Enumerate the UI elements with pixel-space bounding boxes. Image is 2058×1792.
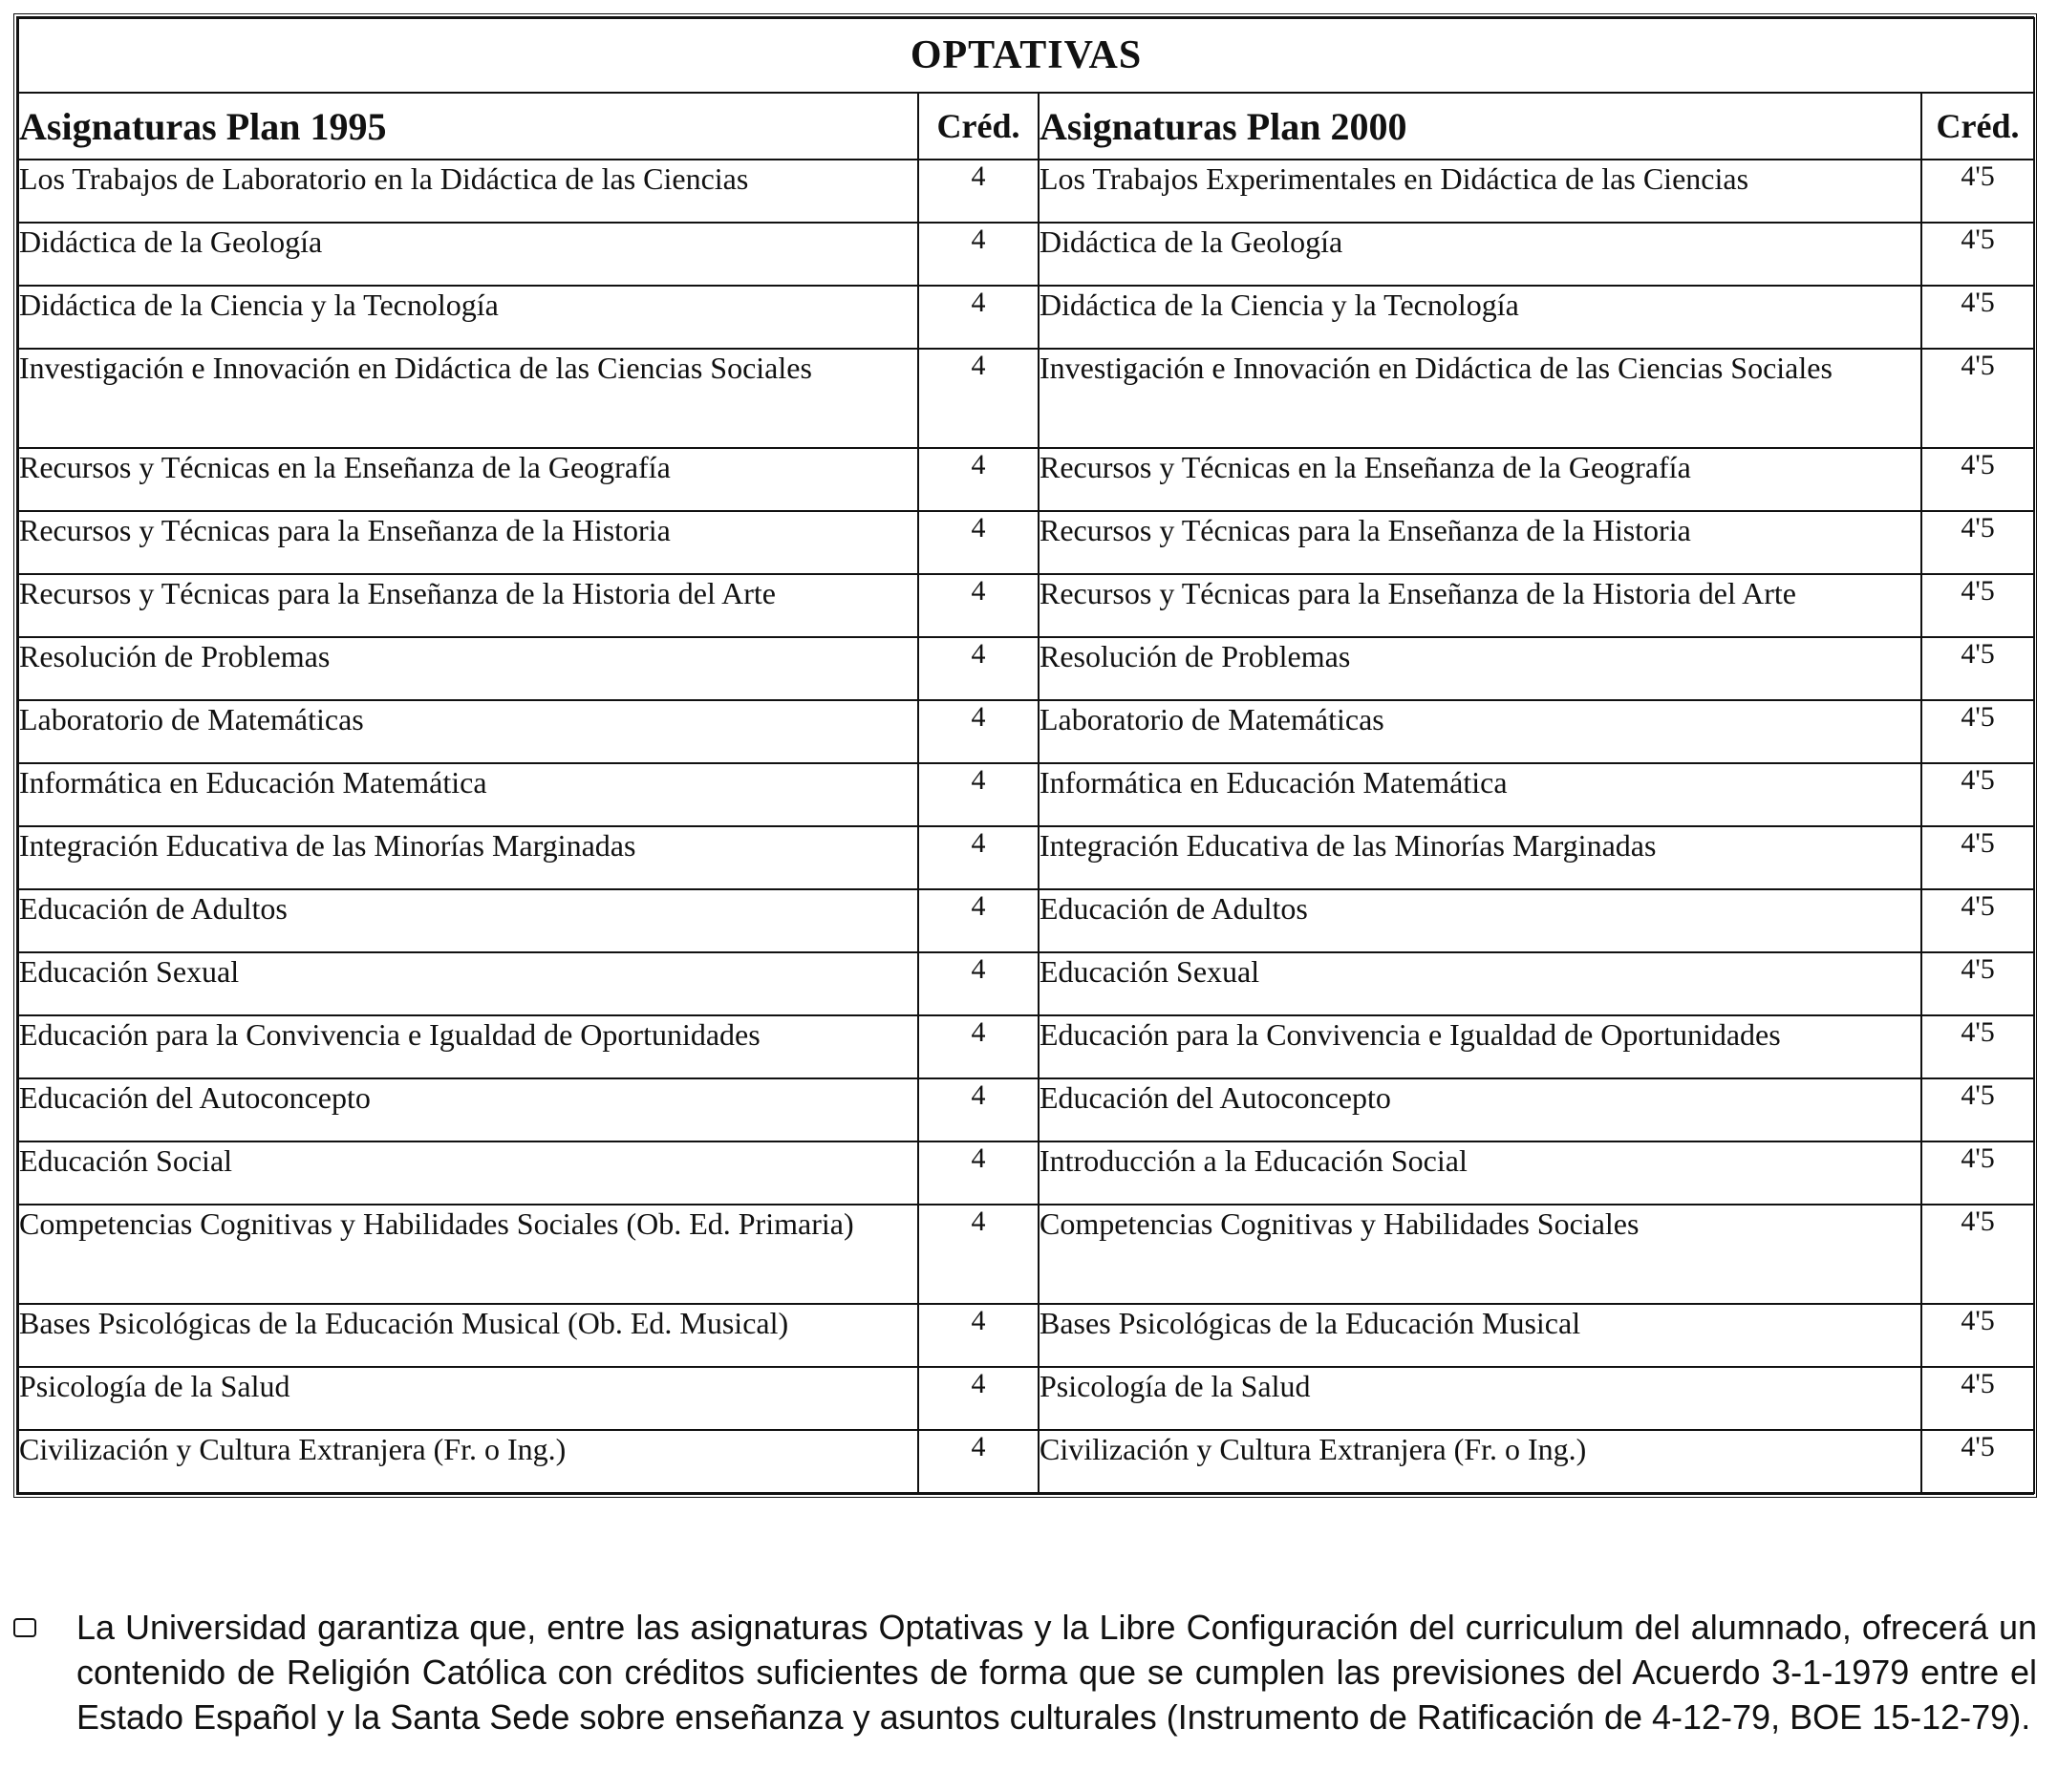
credits-2000: 4'5: [1921, 160, 2034, 223]
table-row: [18, 511, 2034, 574]
credits-1995: 4: [918, 700, 1039, 763]
subject-2000: Educación para la Convivencia e Igualdad de Oportunidades: [1039, 1015, 1921, 1078]
credits-1995: 4: [918, 1015, 1039, 1078]
table-body: [18, 160, 2034, 1493]
subject-1995: Investigación e Innovación en Didáctica de las Ciencias Sociales: [18, 349, 918, 448]
table-row: [18, 160, 2034, 223]
subject-1995: Psicología de la Salud: [18, 1367, 918, 1430]
table-title: OPTATIVAS: [18, 18, 2034, 93]
credits-2000: 4'5: [1921, 1141, 2034, 1205]
subject-1995: Civilización y Cultura Extranjera (Fr. o Ing.): [18, 1430, 918, 1493]
subject-2000: Integración Educativa de las Minorías Marginadas: [1039, 826, 1921, 889]
table-row: [18, 1367, 2034, 1430]
optativas-table-frame: [13, 13, 2037, 1498]
credits-2000: 4'5: [1921, 448, 2034, 511]
header-credits-1995: Créd.: [918, 93, 1039, 160]
credits-2000: 4'5: [1921, 1304, 2034, 1367]
table-row: [18, 574, 2034, 637]
table-row: [18, 1205, 2034, 1304]
subject-2000: Psicología de la Salud: [1039, 1367, 1921, 1430]
credits-1995: 4: [918, 826, 1039, 889]
credits-1995: 4: [918, 223, 1039, 286]
credits-2000: 4'5: [1921, 1367, 2034, 1430]
subject-1995: Los Trabajos de Laboratorio en la Didáctica de las Ciencias: [18, 160, 918, 223]
subject-2000: Los Trabajos Experimentales en Didáctica de las Ciencias: [1039, 160, 1921, 223]
table-row: [18, 1078, 2034, 1141]
subject-1995: Educación de Adultos: [18, 889, 918, 952]
credits-1995: 4: [918, 1367, 1039, 1430]
subject-1995: Educación Social: [18, 1141, 918, 1205]
subject-2000: Laboratorio de Matemáticas: [1039, 700, 1921, 763]
credits-1995: 4: [918, 1304, 1039, 1367]
credits-1995: 4: [918, 1141, 1039, 1205]
subject-2000: Resolución de Problemas: [1039, 637, 1921, 700]
optativas-table: [17, 17, 2035, 1494]
header-credits-2000: Créd.: [1921, 93, 2034, 160]
credits-1995: 4: [918, 511, 1039, 574]
note-text: La Universidad garantiza que, entre las asignaturas Optativas y la Libre Configuración del curriculum del alumnado, ofrecerá un contenido de Religión Católica con créditos suficientes de forma que se cumplen las previsiones del Acuerdo 3-1-1979 entre el Estado Español y la Santa Sede sobre enseñanza y asuntos culturales (Instrumento de Ratificación de 4-12-79, BOE 15-12-79).: [76, 1608, 2037, 1737]
subject-1995: Didáctica de la Ciencia y la Tecnología: [18, 286, 918, 349]
subject-2000: Recursos y Técnicas en la Enseñanza de la Geografía: [1039, 448, 1921, 511]
subject-1995: Competencias Cognitivas y Habilidades Sociales (Ob. Ed. Primaria): [18, 1205, 918, 1304]
credits-1995: 4: [918, 160, 1039, 223]
credits-2000: 4'5: [1921, 763, 2034, 826]
subject-1995: Educación Sexual: [18, 952, 918, 1015]
table-row: [18, 826, 2034, 889]
table-row: [18, 1430, 2034, 1493]
subject-1995: Integración Educativa de las Minorías Marginadas: [18, 826, 918, 889]
credits-2000: 4'5: [1921, 349, 2034, 448]
subject-1995: Educación del Autoconcepto: [18, 1078, 918, 1141]
header-plan-2000: Asignaturas Plan 2000: [1039, 93, 1921, 160]
subject-2000: Educación del Autoconcepto: [1039, 1078, 1921, 1141]
credits-2000: 4'5: [1921, 286, 2034, 349]
credits-1995: 4: [918, 1205, 1039, 1304]
credits-1995: 4: [918, 763, 1039, 826]
credits-2000: 4'5: [1921, 223, 2034, 286]
credits-1995: 4: [918, 448, 1039, 511]
table-row: [18, 448, 2034, 511]
table-row: [18, 763, 2034, 826]
subject-2000: Educación Sexual: [1039, 952, 1921, 1015]
subject-2000: Recursos y Técnicas para la Enseñanza de la Historia: [1039, 511, 1921, 574]
subject-1995: Didáctica de la Geología: [18, 223, 918, 286]
credits-1995: 4: [918, 889, 1039, 952]
table-row: [18, 286, 2034, 349]
subject-1995: Educación para la Convivencia e Igualdad de Oportunidades: [18, 1015, 918, 1078]
header-plan-1995: Asignaturas Plan 1995: [18, 93, 918, 160]
table-row: [18, 637, 2034, 700]
credits-1995: 4: [918, 286, 1039, 349]
subject-1995: Recursos y Técnicas para la Enseñanza de la Historia: [18, 511, 918, 574]
subject-2000: Informática en Educación Matemática: [1039, 763, 1921, 826]
table-row: [18, 223, 2034, 286]
subject-1995: Recursos y Técnicas en la Enseñanza de la Geografía: [18, 448, 918, 511]
subject-2000: Didáctica de la Ciencia y la Tecnología: [1039, 286, 1921, 349]
checkbox-bullet-icon: [13, 1618, 36, 1637]
subject-1995: Informática en Educación Matemática: [18, 763, 918, 826]
credits-1995: 4: [918, 952, 1039, 1015]
subject-1995: Resolución de Problemas: [18, 637, 918, 700]
credits-2000: 4'5: [1921, 952, 2034, 1015]
credits-2000: 4'5: [1921, 826, 2034, 889]
subject-2000: Educación de Adultos: [1039, 889, 1921, 952]
table-row: [18, 700, 2034, 763]
credits-2000: 4'5: [1921, 889, 2034, 952]
credits-1995: 4: [918, 637, 1039, 700]
subject-2000: Bases Psicológicas de la Educación Musical: [1039, 1304, 1921, 1367]
credits-1995: 4: [918, 1430, 1039, 1493]
credits-2000: 4'5: [1921, 574, 2034, 637]
credits-2000: 4'5: [1921, 1015, 2034, 1078]
table-row: [18, 1015, 2034, 1078]
credits-2000: 4'5: [1921, 1205, 2034, 1304]
credits-1995: 4: [918, 574, 1039, 637]
subject-2000: Investigación e Innovación en Didáctica de las Ciencias Sociales: [1039, 349, 1921, 448]
subject-2000: Recursos y Técnicas para la Enseñanza de la Historia del Arte: [1039, 574, 1921, 637]
credits-2000: 4'5: [1921, 511, 2034, 574]
credits-2000: 4'5: [1921, 1078, 2034, 1141]
subject-2000: Introducción a la Educación Social: [1039, 1141, 1921, 1205]
table-row: [18, 952, 2034, 1015]
table-row: [18, 1304, 2034, 1367]
subject-2000: Competencias Cognitivas y Habilidades Sociales: [1039, 1205, 1921, 1304]
credits-2000: 4'5: [1921, 637, 2034, 700]
subject-2000: Civilización y Cultura Extranjera (Fr. o Ing.): [1039, 1430, 1921, 1493]
subject-1995: Laboratorio de Matemáticas: [18, 700, 918, 763]
religion-note: [13, 1605, 2037, 1739]
subject-1995: Bases Psicológicas de la Educación Musical (Ob. Ed. Musical): [18, 1304, 918, 1367]
subject-1995: Recursos y Técnicas para la Enseñanza de la Historia del Arte: [18, 574, 918, 637]
table-row: [18, 1141, 2034, 1205]
credits-2000: 4'5: [1921, 1430, 2034, 1493]
table-row: [18, 349, 2034, 448]
credits-1995: 4: [918, 1078, 1039, 1141]
table-row: [18, 889, 2034, 952]
credits-2000: 4'5: [1921, 700, 2034, 763]
credits-1995: 4: [918, 349, 1039, 448]
subject-2000: Didáctica de la Geología: [1039, 223, 1921, 286]
